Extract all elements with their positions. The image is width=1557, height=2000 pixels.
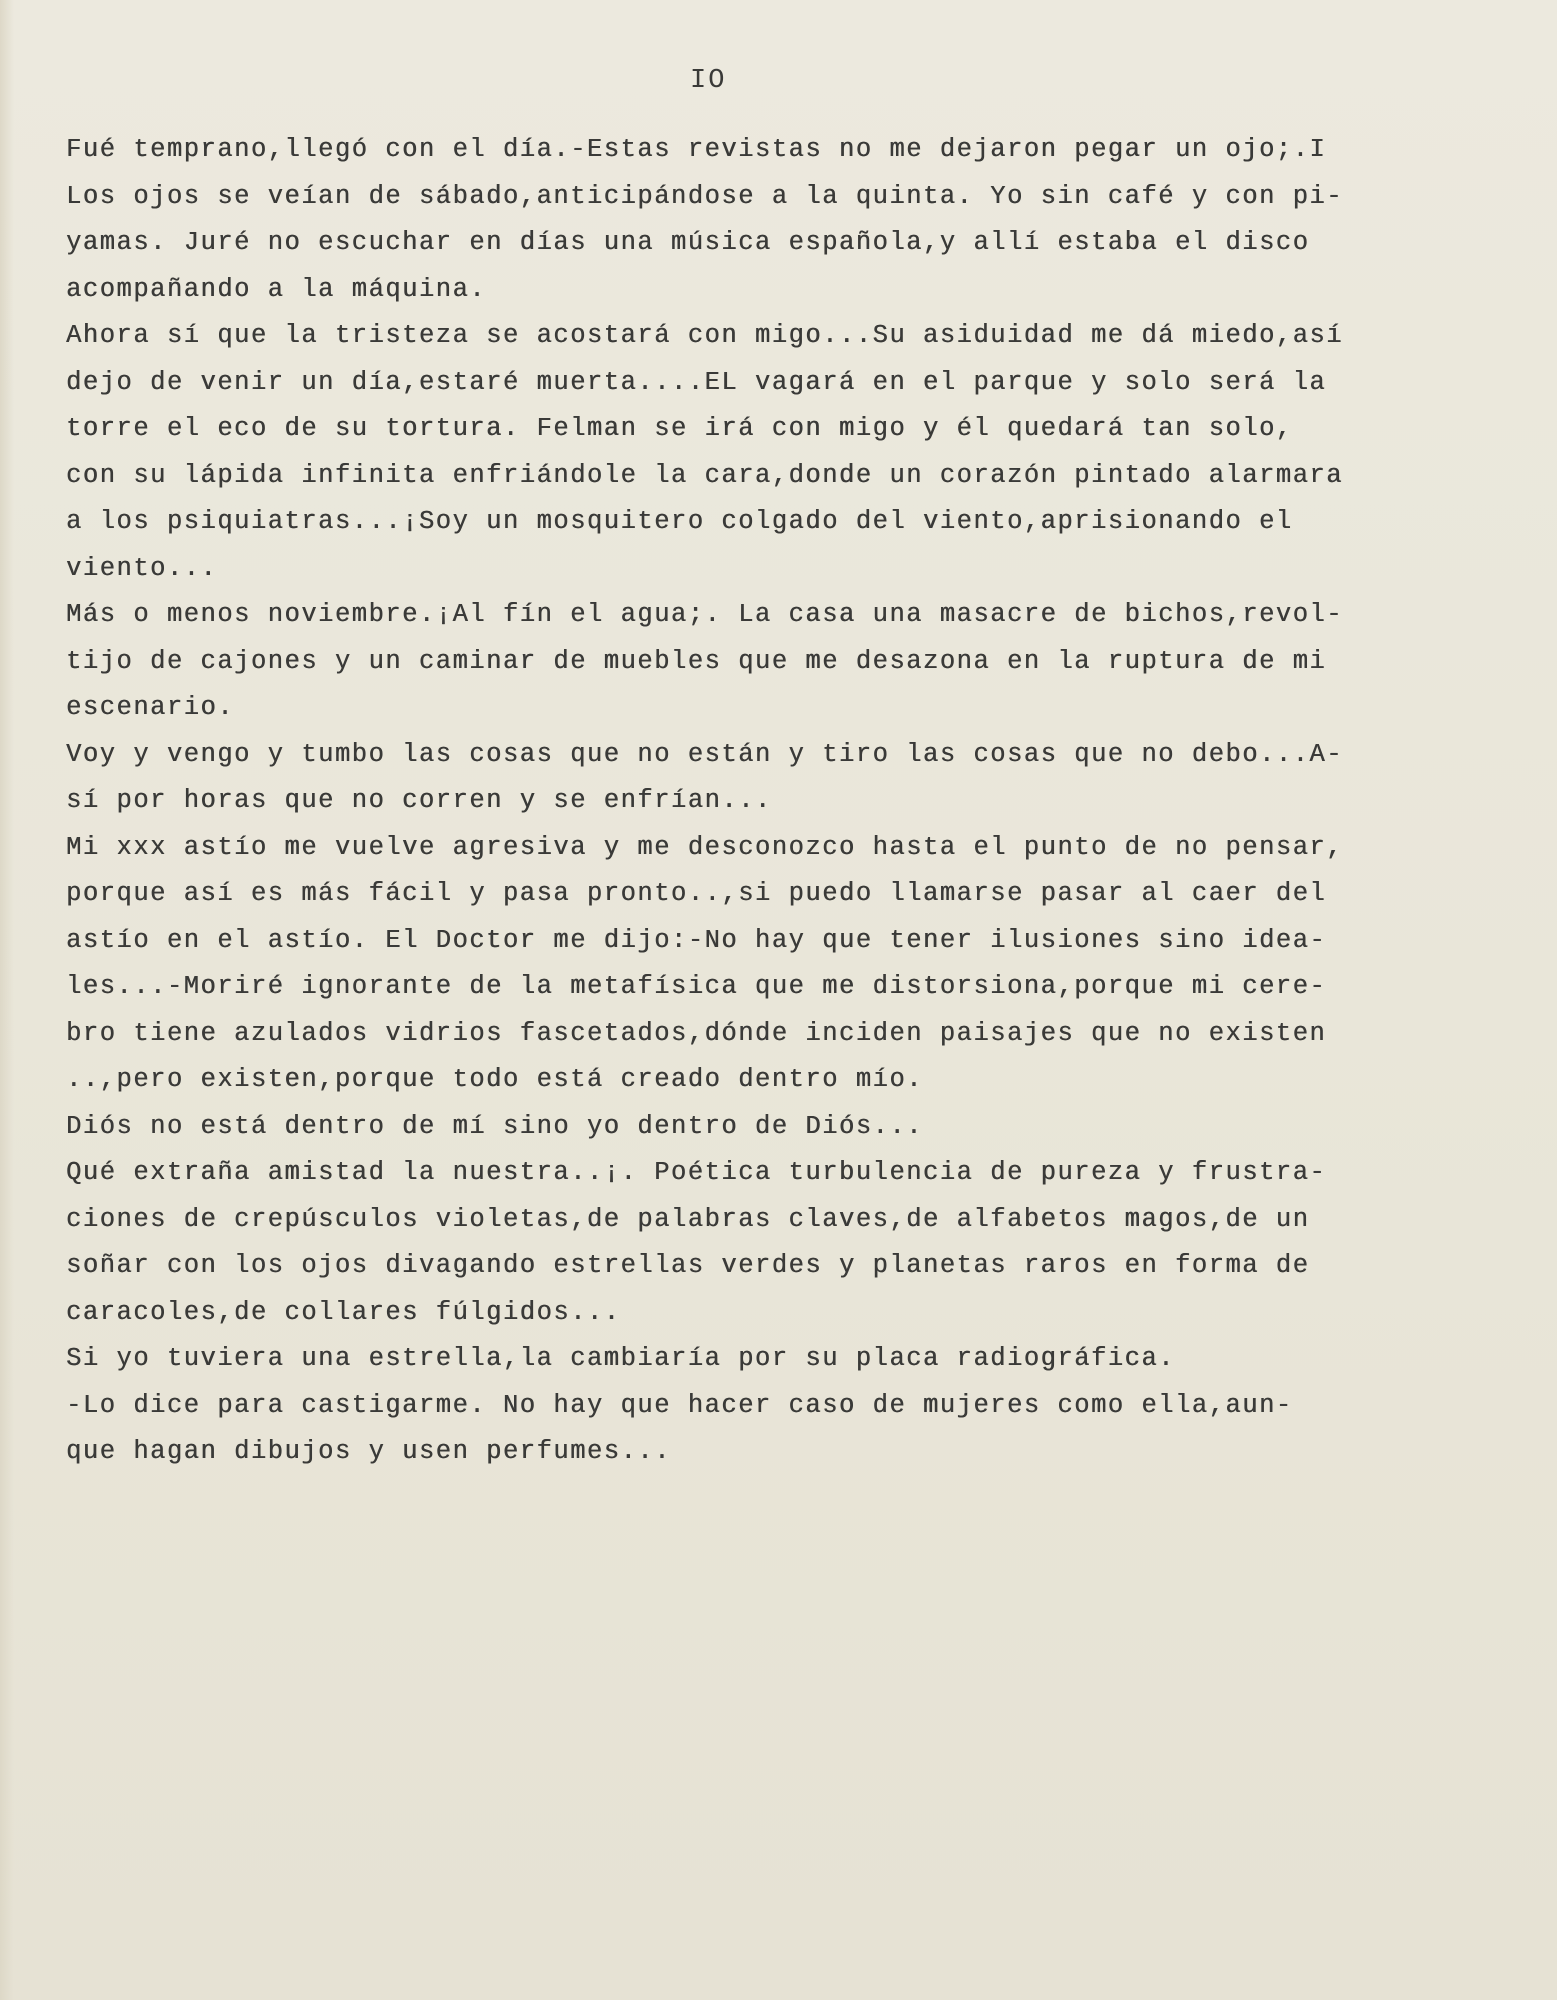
text-line: Qué extraña amistad la nuestra..¡. Poética turbulencia de pureza y frustra- [66, 1158, 1327, 1187]
page-number: IO [690, 66, 727, 96]
text-line: acompañando a la máquina. [66, 274, 487, 304]
text-line: soñar con los ojos divagando estrellas verdes y planetas raros en forma de [66, 1251, 1310, 1280]
text-line: ..,pero existen,porque todo está creado dentro mío. [66, 1065, 923, 1094]
text-line: -Lo dice para castigarme. No hay que hacer caso de mujeres como ella,aun- [66, 1390, 1293, 1420]
text-line: que hagan dibujos y usen perfumes... [66, 1437, 671, 1466]
typewritten-text [66, 127, 1506, 1476]
text-line: dejo de venir un día,estaré muerta....EL vagará en el parque y solo será la [66, 367, 1327, 397]
text-line: Mi xxx astío me vuelve agresiva y me desconozco hasta el punto de no pensar, [66, 832, 1343, 862]
text-line: torre el eco de su tortura. Felman se irá con migo y él quedará tan solo, [66, 414, 1293, 443]
paper-edge [0, 0, 14, 2000]
text-line: Fué temprano,llegó con el día.-Estas revistas no me dejaron pegar un ojo;.I [66, 135, 1327, 164]
text-line: ciones de crepúsculos violetas,de palabras claves,de alfabetos magos,de un [66, 1204, 1310, 1234]
text-line: escenario. [66, 693, 235, 722]
text-line: porque así es más fácil y pasa pronto..,si puedo llamarse pasar al caer del [66, 879, 1327, 908]
text-line: viento... [66, 553, 218, 583]
text-line: Diós no está dentro de mí sino yo dentro de Diós... [66, 1111, 923, 1141]
text-line: tijo de cajones y un caminar de muebles que me desazona en la ruptura de mi [66, 646, 1327, 676]
text-line: a los psiquiatras...¡Soy un mosquitero colgado del viento,aprisionando el [66, 507, 1293, 536]
text-line: bro tiene azulados vidrios fascetados,dónde inciden paisajes que no existen [66, 1018, 1327, 1048]
text-line: Si yo tuviera una estrella,la cambiaría por su placa radiográfica. [66, 1344, 1175, 1373]
text-line: Voy y vengo y tumbo las cosas que no están y tiro las cosas que no debo...A- [66, 739, 1343, 769]
text-line: Ahora sí que la tristeza se acostará con migo...Su asiduidad me dá miedo,así [66, 321, 1343, 350]
text-line: les...-Moriré ignorante de la metafísica que me distorsiona,porque mi cere- [66, 972, 1327, 1001]
text-line: Más o menos noviembre.¡Al fín el agua;. La casa una masacre de bichos,revol- [66, 600, 1343, 629]
text-line: con su lápida infinita enfriándole la cara,donde un corazón pintado alarmara [66, 460, 1343, 490]
text-line: astío en el astío. El Doctor me dijo:-No hay que tener ilusiones sino idea- [66, 925, 1327, 955]
text-line: yamas. Juré no escuchar en días una música española,y allí estaba el disco [66, 228, 1310, 257]
text-line: Los ojos se veían de sábado,anticipándose a la quinta. Yo sin café y con pi- [66, 181, 1343, 211]
text-line: caracoles,de collares fúlgidos... [66, 1297, 621, 1327]
text-line: sí por horas que no corren y se enfrían... [66, 786, 772, 815]
